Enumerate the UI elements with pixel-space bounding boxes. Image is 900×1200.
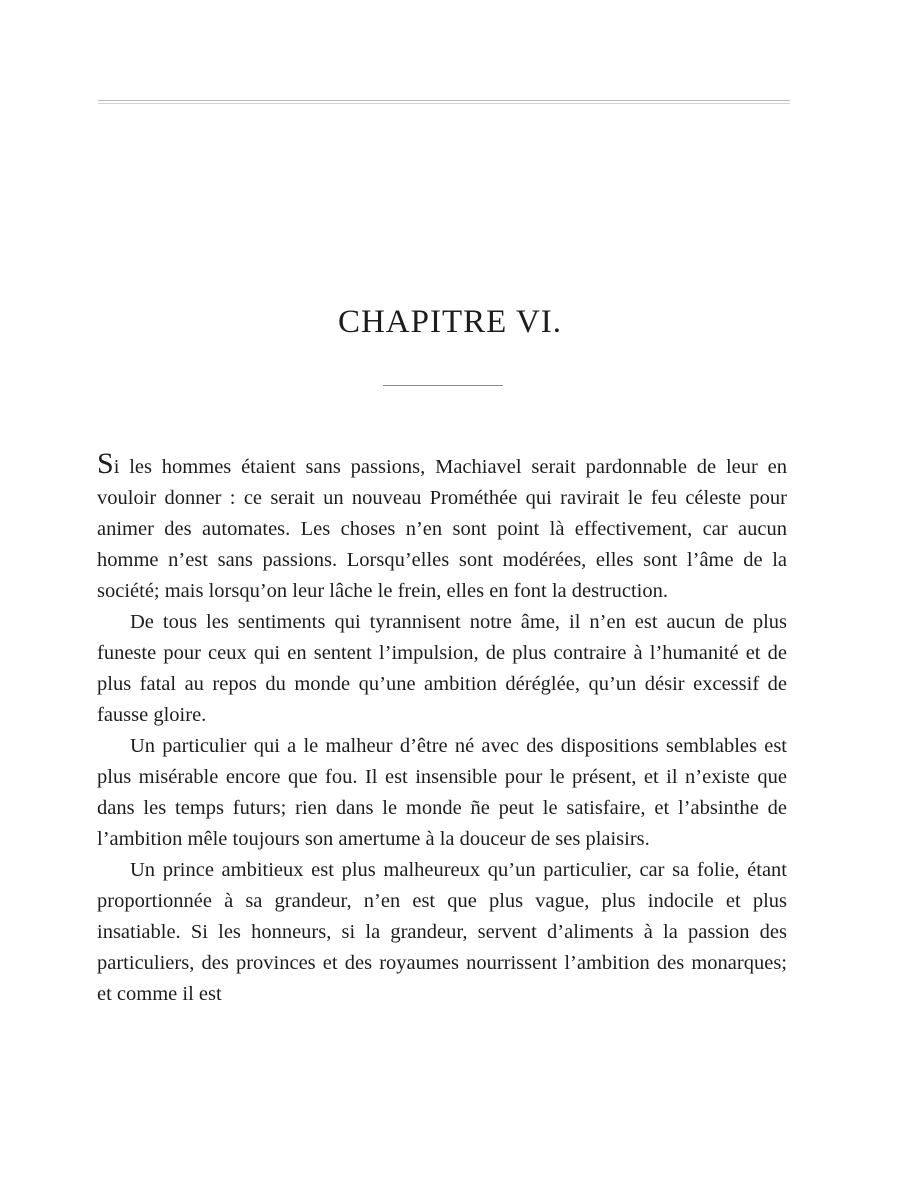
chapter-title: CHAPITRE VI. xyxy=(337,304,563,340)
body-text xyxy=(97,447,787,1010)
top-rule xyxy=(98,100,790,104)
paragraph-4: Un prince ambitieux est plus malheureux qu’un particulier, car sa folie, étant proportionnée à sa grandeur, n’en est que plus vague, plus indocile et plus insatiable. Si les honneurs, si la grandeur, servent d’aliments à la passion des particuliers, des provinces et des royaumes nourrissent l’ambition des monarques; et comme il est xyxy=(97,859,787,1005)
title-rule xyxy=(383,385,503,386)
paragraph-1-text: i les hommes étaient sans passions, Machiavel serait pardonnable de leur en vouloir donner : ce serait un nouveau Prométhée qui ravirait le feu céleste pour animer des automates. Les choses n’en sont point là effectivement, car aucun homme n’est sans passions. Lorsqu’elles sont modérées, elles sont l’âme de la société; mais lorsqu’on leur lâche le frein, elles en font la destruction. xyxy=(97,456,787,602)
paragraph-1 xyxy=(97,447,787,607)
paragraph-3: Un particulier qui a le malheur d’être né avec des dispositions semblables est plus misérable encore que fou. Il est insensible pour le présent, et il n’existe que dans les temps futurs; rien dans le monde ñe peut le satisfaire, et l’absinthe de l’ambition mêle toujours son amertume à la douceur de ses plaisirs. xyxy=(97,735,787,850)
initial-letter: S xyxy=(97,447,114,480)
paragraph-2: De tous les sentiments qui tyrannisent notre âme, il n’en est aucun de plus funeste pour ceux qui en sentent l’impulsion, de plus contraire à l’humanité et de plus fatal au repos du monde qu’une ambition déréglée, qu’un désir excessif de fausse gloire. xyxy=(97,611,787,726)
